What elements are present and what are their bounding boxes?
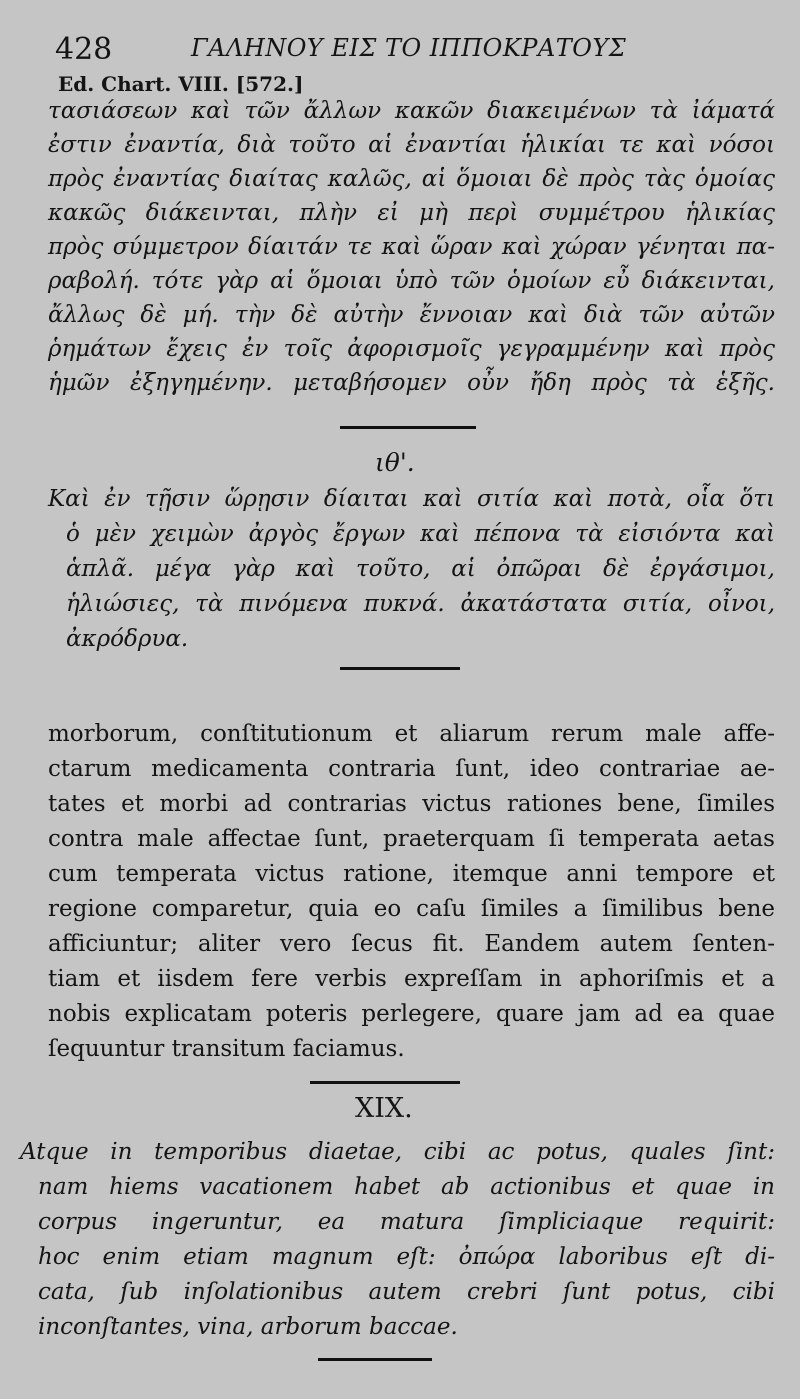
text-line: ἀκρόδρυα.: [66, 626, 189, 652]
text-line: ὁ μὲν χειμὼν ἀργὸς ἔργων καὶ πέπονα τὰ εἰσιόντα καὶ: [66, 521, 775, 547]
text-line: Καὶ ἐν τῇσιν ὥρῃσιν δίαιται καὶ σιτία καὶ ποτὰ, οἷα ὅτι: [48, 486, 775, 512]
text-line: hoc enim etiam magnum eſt: ὀπώρα laboribus eſt di-: [38, 1244, 775, 1270]
text-line: πρὸς σύμμετρον δίαιτάν τε καὶ ὥραν καὶ χώραν γένηται πα-: [48, 234, 775, 260]
text-line: ραβολή. τότε γὰρ αἱ ὅμοιαι ὑπὸ τῶν ὁμοίων εὖ διάκεινται,: [48, 268, 775, 294]
greek-section-number: ιθ'.: [375, 448, 415, 477]
text-line: nobis explicatam poteris perlegere, quare jam ad ea quae: [48, 1001, 775, 1027]
text-line: ἡμῶν ἐξηγημένην. μεταβήσομεν οὖν ἤδη πρὸς τὰ ἑξῆς.: [48, 370, 775, 396]
text-line: corpus ingeruntur, ea matura ſimpliciaque requirit:: [38, 1209, 775, 1235]
edition-reference: Ed. Chart. VIII. [572.]: [58, 72, 304, 96]
text-line: ἄλλως δὲ μή. τὴν δὲ αὐτὴν ἔννοιαν καὶ διὰ τῶν αὐτῶν: [48, 302, 775, 328]
text-line: cata, ſub inſolationibus autem crebri ſunt potus, cibi: [38, 1279, 775, 1305]
text-line: contra male affectae ſunt, praeterquam ſi temperata aetas: [48, 826, 775, 852]
text-line: τασιάσεων καὶ τῶν ἄλλων κακῶν διακειμένων τὰ ἰάματά: [48, 98, 775, 124]
latin-section-number: XIX.: [355, 1093, 413, 1124]
text-line: tiam et iisdem fere verbis expreſſam in aphoriſmis et a: [48, 966, 775, 992]
page-header: [55, 32, 760, 66]
section-divider: [340, 667, 460, 670]
text-line: inconſtantes, vina, arborum baccae.: [38, 1314, 458, 1340]
latin-commentary: [48, 717, 775, 1067]
running-title: ΓΑΛΗΝΟΥ ΕΙΣ ΤΟ ΙΠΠΟΚΡΑΤΟΥΣ: [191, 34, 627, 62]
latin-aphorism: [20, 1135, 775, 1345]
text-line: cum temperata victus ratione, itemque anni tempore et: [48, 861, 775, 887]
text-line: ſequuntur transitum faciamus.: [48, 1036, 405, 1062]
text-line: nam hiems vacationem habet ab actionibus et quae in: [38, 1174, 775, 1200]
text-line: ctarum medicamenta contraria ſunt, ideo contrariae ae-: [48, 756, 775, 782]
text-line: regione comparetur, quia eo caſu ſimiles a ſimilibus bene: [48, 896, 775, 922]
text-line: afficiuntur; aliter vero ſecus fit. Eandem autem ſenten-: [48, 931, 775, 957]
page-number: 428: [55, 32, 113, 67]
section-divider: [310, 1081, 460, 1084]
text-line: ἁπλᾶ. μέγα γὰρ καὶ τοῦτο, αἱ ὀπῶραι δὲ ἐργάσιμοι,: [66, 556, 775, 582]
text-line: πρὸς ἐναντίας διαίτας καλῶς, αἱ ὅμοιαι δὲ πρὸς τὰς ὁμοίας: [48, 166, 775, 192]
text-line: κακῶς διάκεινται, πλὴν εἰ μὴ περὶ συμμέτρου ἡλικίας: [48, 200, 775, 226]
text-line: Atque in temporibus diaetae, cibi ac potus, quales ſint:: [20, 1139, 775, 1165]
section-divider: [340, 426, 476, 429]
text-line: ῥημάτων ἔχεις ἐν τοῖς ἀφορισμοῖς γεγραμμένην καὶ πρὸς: [48, 336, 775, 362]
section-divider: [318, 1358, 432, 1361]
text-line: ἐστιν ἐναντία, διὰ τοῦτο αἱ ἐναντίαι ἡλικίαι τε καὶ νόσοι: [48, 132, 775, 158]
text-line: morborum, conſtitutionum et aliarum rerum male affe-: [48, 721, 775, 747]
greek-aphorism: [48, 482, 775, 657]
text-line: ἡλιώσιες, τὰ πινόμενα πυκνά. ἀκατάστατα σιτία, οἶνοι,: [66, 591, 775, 617]
text-line: tates et morbi ad contrarias victus rationes bene, ſimiles: [48, 791, 775, 817]
greek-commentary: [48, 94, 775, 400]
